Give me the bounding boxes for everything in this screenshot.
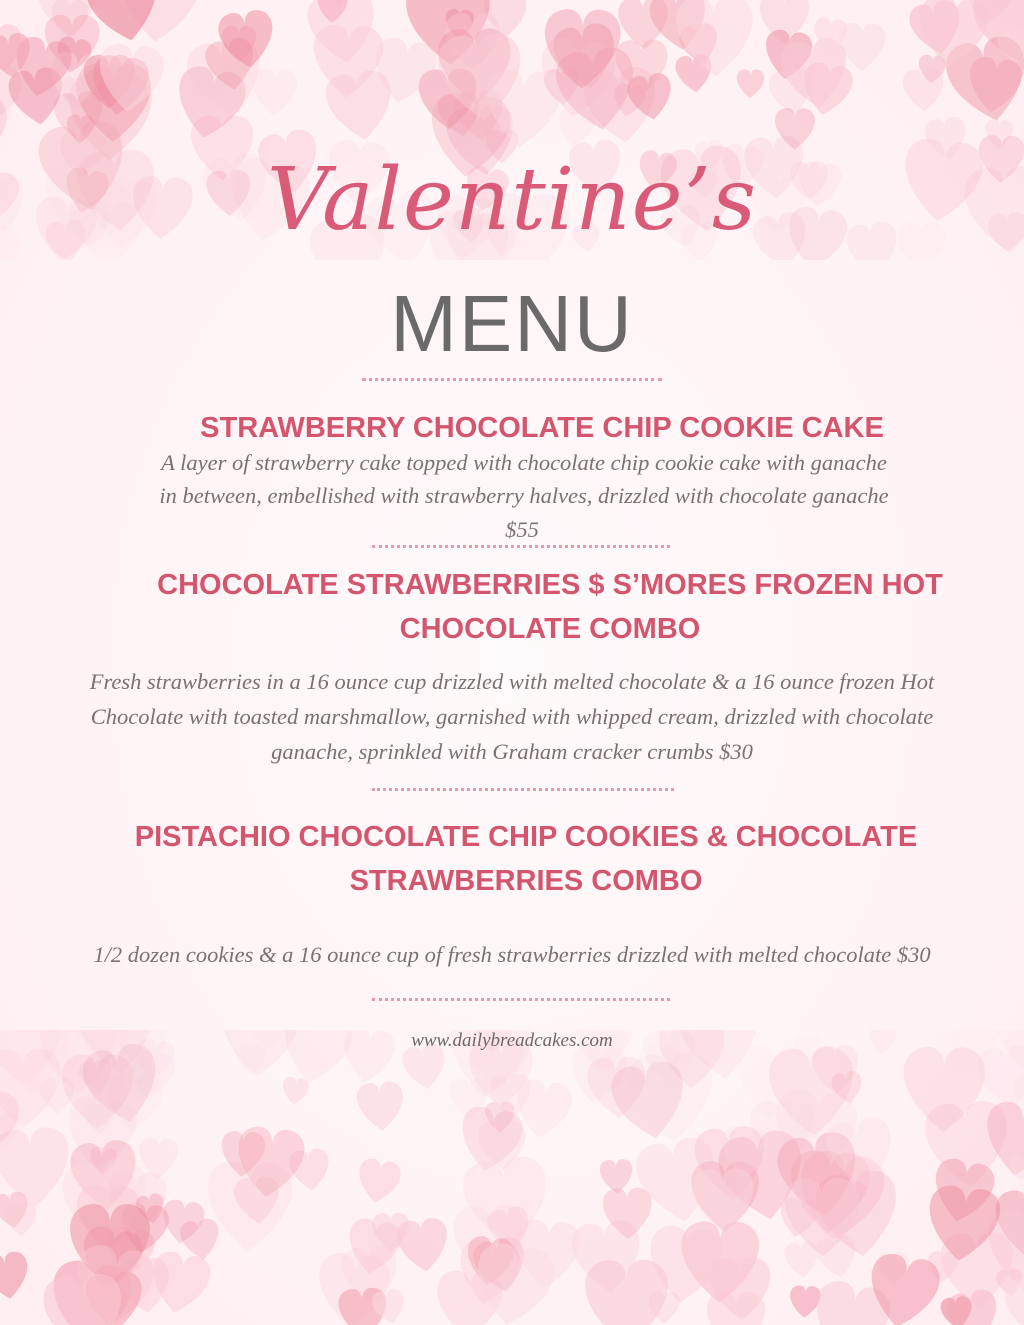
item-description-line: in between, embellished with strawberry halves, drizzled with chocolate ganache (159, 483, 889, 508)
item-description-line: Chocolate with toasted marshmallow, garnished with whipped cream, drizzled with chocolate (90, 704, 934, 729)
item-price: $55 (505, 517, 539, 542)
item-description-line: ganache, sprinkled with Graham cracker crumbs $30 (271, 739, 753, 764)
item-title-line: CHOCOLATE COMBO (399, 613, 701, 645)
menu-title: MENU (390, 279, 634, 368)
website-url: www.dailybreadcakes.com (411, 1030, 613, 1051)
item-title-line: PISTACHIO CHOCOLATE CHIP COOKIES & CHOCOLATE (134, 821, 918, 853)
item-title: STRAWBERRY CHOCOLATE CHIP COOKIE CAKE (200, 412, 884, 444)
item-description-line: A layer of strawberry cake topped with chocolate chip cookie cake with ganache (161, 450, 887, 475)
divider (372, 998, 670, 1001)
divider (372, 788, 674, 791)
item-title-line: CHOCOLATE STRAWBERRIES $ S’MORES FROZEN HOT (157, 569, 943, 601)
item-description-line: 1/2 dozen cookies & a 16 ounce cup of fresh strawberries drizzled with melted chocolate $30 (93, 942, 931, 967)
item-description-line: Fresh strawberries in a 16 ounce cup drizzled with melted chocolate & a 16 ounce frozen Hot (89, 669, 935, 694)
divider (362, 378, 662, 381)
script-title: Valentine’s (266, 150, 758, 250)
divider (372, 545, 670, 548)
item-title-line: STRAWBERRIES COMBO (349, 865, 703, 897)
